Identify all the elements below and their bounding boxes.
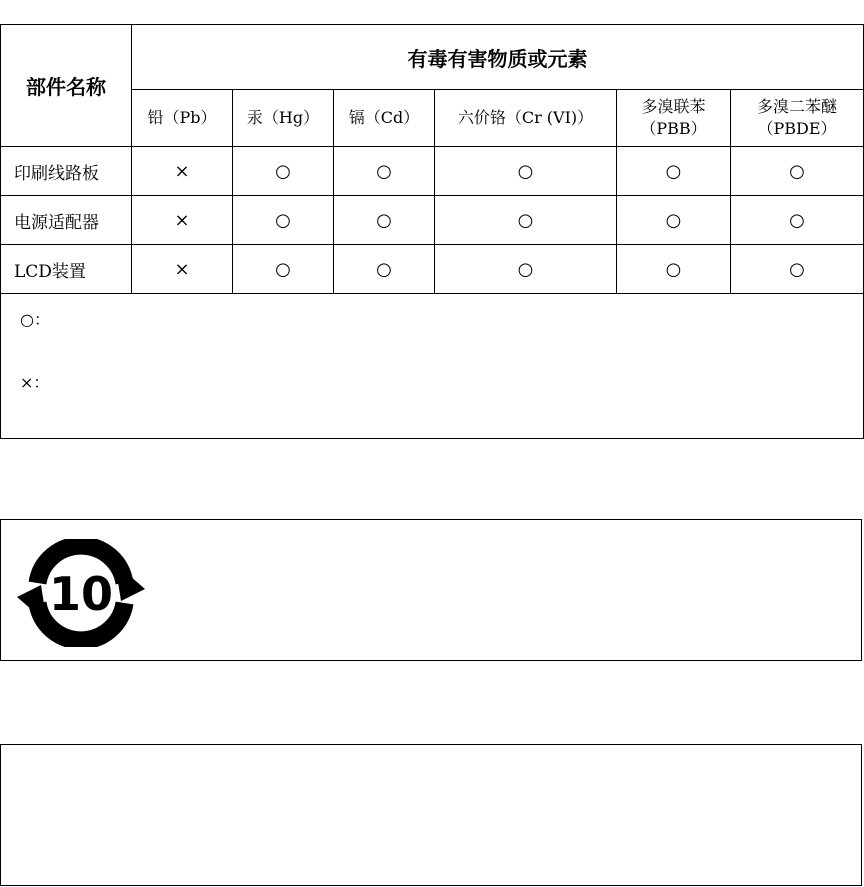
table-row [1,196,864,245]
table-cell: × [132,245,233,294]
part-name-cell: 电源适配器 [1,196,132,245]
note-circle: ○： [20,310,50,329]
epup-number: 10 [48,567,114,621]
table-row [1,147,864,196]
table-cell: ○ [334,196,435,245]
epup-box [0,519,862,661]
hazardous-substance-table [0,24,864,439]
table-cell: ○ [617,147,731,196]
table-cell: ○ [233,245,334,294]
table-cell: ○ [617,245,731,294]
table-header-row [1,25,864,90]
table-cell: ○ [233,147,334,196]
substance-header-cadmium: 镉（Cd） [334,90,435,147]
table-cell: ○ [731,245,864,294]
table-cell: ○ [334,147,435,196]
part-name-cell: LCD装置 [1,245,132,294]
table-cell: ○ [731,196,864,245]
table-cell: ○ [233,196,334,245]
environment-protection-use-period-icon [17,539,145,647]
substance-header-pbb: 多溴联苯 （PBB） [617,90,731,147]
part-name-header: 部件名称 [1,25,132,147]
right-arrow-icon [115,563,145,601]
table-cell: ○ [334,245,435,294]
table-row [1,245,864,294]
table-cell: ○ [435,147,617,196]
table-cell: × [132,147,233,196]
notes-cell [1,294,864,439]
substance-header-lead: 铅（Pb） [132,90,233,147]
part-name-cell: 印刷线路板 [1,147,132,196]
table-cell: × [132,196,233,245]
substance-group-header: 有毒有害物质或元素 [132,25,864,90]
substance-header-pbde: 多溴二苯醚 （PBDE） [731,90,864,147]
table-cell: ○ [435,245,617,294]
table-cell: ○ [617,196,731,245]
left-arrow-icon [17,585,47,623]
table-cell: ○ [435,196,617,245]
notes-row [1,294,864,439]
note-cross: ×： [20,373,50,392]
substance-header-mercury: 汞（Hg） [233,90,334,147]
substance-header-chromium: 六价铬（Cr (VI)） [435,90,617,147]
blank-box [0,744,862,886]
table-cell: ○ [731,147,864,196]
